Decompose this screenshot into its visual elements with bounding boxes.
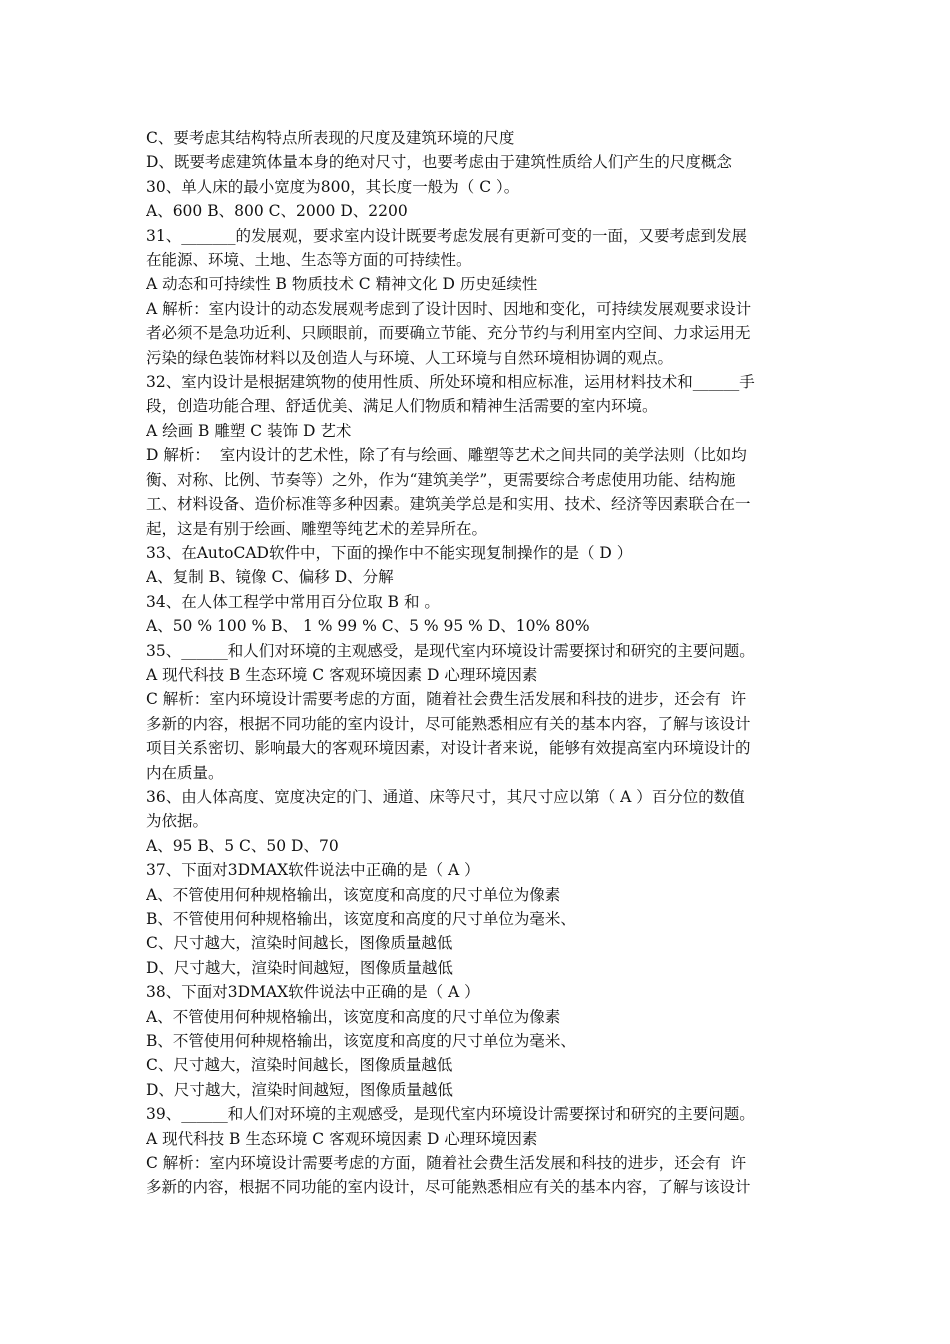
text-line: D、既要考虑建筑体量本身的绝对尺寸，也要考虑由于建筑性质给人们产生的尺度概念	[146, 153, 732, 172]
text-line: 在能源、环境、土地、生态等方面的可持续性。	[146, 251, 472, 270]
text-line: 内在质量。	[146, 763, 224, 782]
text-line: A、600 B、800 C、2000 D、2200	[146, 202, 408, 221]
text-line: B、不管使用何种规格输出，该宽度和高度的尺寸单位为毫米、	[146, 910, 576, 928]
text-line: 起，这是有别于绘画、雕塑等纯艺术的差异所在。	[146, 519, 488, 538]
text-line: 污染的绿色装饰材料以及创造人与环境、人工环境与自然环境相协调的观点。	[146, 348, 674, 367]
text-line: A 解析：室内设计的动态发展观考虑到了设计因时、因地和变化，可持续发展观要求设计	[146, 299, 752, 318]
text-line: A、不管使用何种规格输出，该宽度和高度的尺寸单位为像素	[146, 885, 561, 904]
document-body	[146, 126, 811, 1200]
text-line: C、尺寸越大，渲染时间越长，图像质量越低	[146, 1056, 453, 1075]
text-line: 多新的内容，根据不同功能的室内设计，尽可能熟悉相应有关的基本内容，了解与该设计	[146, 714, 751, 733]
text-line: A、复制 B、镜像 C、偏移 D、分解	[146, 568, 394, 587]
text-line: 37、下面对3DMAX软件说法中正确的是（ A ）	[146, 861, 480, 880]
text-line: D、尺寸越大，渲染时间越短，图像质量越低	[146, 1080, 453, 1099]
text-line: 38、下面对3DMAX软件说法中正确的是（ A ）	[146, 983, 480, 1002]
text-line: C、尺寸越大，渲染时间越长，图像质量越低	[146, 934, 453, 953]
text-line: C 解析：室内环境设计需要考虑的方面，随着社会费生活发展和科技的进步，还会有 许	[146, 690, 747, 709]
text-line: A 现代科技 B 生态环境 C 客观环境因素 D 心理环境因素	[146, 665, 538, 684]
text-line: 者必须不是急功近利、只顾眼前，而要确立节能、充分节约与利用室内空间、力求运用无	[146, 324, 751, 343]
text-line: D 解析： 室内设计的艺术性，除了有与绘画、雕塑等艺术之间共同的美学法则（比如均	[146, 446, 747, 465]
text-line: 项目关系密切、影响最大的客观环境因素，对设计者来说，能够有效提高室内环境设计的	[146, 739, 751, 758]
text-line: D、尺寸越大，渲染时间越短，图像质量越低	[146, 958, 453, 977]
text-line: 多新的内容，根据不同功能的室内设计，尽可能熟悉相应有关的基本内容，了解与该设计	[146, 1178, 751, 1197]
text-line: 36、由人体高度、宽度决定的门、通道、床等尺寸，其尺寸应以第（ A ）百分位的数值	[146, 787, 745, 806]
text-line: 衡、对称、比例、节奏等）之外，作为“建筑美学”，更需要综合考虑使用功能、结构施	[146, 470, 736, 489]
text-line: A、95 B、5 C、50 D、70	[146, 836, 339, 855]
text-line: C、要考虑其结构特点所表现的尺度及建筑环境的尺度	[146, 129, 515, 147]
text-line: 31、_______的发展观，要求室内设计既要考虑发展有更新可变的一面，又要考虑到发展	[146, 226, 747, 245]
text-line: A 绘画 B 雕塑 C 装饰 D 艺术	[146, 421, 352, 440]
text-line: 35、______和人们对环境的主观感受，是现代室内环境设计需要探讨和研究的主要问题。	[146, 641, 755, 660]
text-line: 30、单人床的最小宽度为800，其长度一般为（ C ）。	[146, 177, 520, 196]
text-line: 33、在AutoCAD软件中，下面的操作中不能实现复制操作的是（ D ）	[146, 543, 633, 562]
text-line: 34、在人体工程学中常用百分位取 B 和 。	[146, 592, 440, 611]
text-line: 工、材料设备、造价标准等多种因素。建筑美学总是和实用、技术、经济等因素联合在一	[146, 495, 751, 514]
text-line: A 动态和可持续性 B 物质技术 C 精神文化 D 历史延续性	[146, 275, 538, 294]
text-line: B、不管使用何种规格输出，该宽度和高度的尺寸单位为毫米、	[146, 1032, 576, 1051]
text-line: A、不管使用何种规格输出，该宽度和高度的尺寸单位为像素	[146, 1007, 561, 1026]
text-line: 为依据。	[146, 812, 209, 831]
text-line: 39、______和人们对环境的主观感受，是现代室内环境设计需要探讨和研究的主要问题。	[146, 1105, 755, 1124]
text-line: A 现代科技 B 生态环境 C 客观环境因素 D 心理环境因素	[146, 1129, 538, 1148]
text-line: C 解析：室内环境设计需要考虑的方面，随着社会费生活发展和科技的进步，还会有 许	[146, 1154, 747, 1173]
text-line: 32、室内设计是根据建筑物的使用性质、所处环境和相应标准，运用材料技术和______手	[146, 373, 755, 392]
text-line: 段，创造功能合理、舒适优美、满足人们物质和精神生活需要的室内环境。	[146, 397, 658, 416]
text-line: A、50 % 100 % B、 1 % 99 % C、5 % 95 % D、10% 80%	[146, 617, 590, 636]
